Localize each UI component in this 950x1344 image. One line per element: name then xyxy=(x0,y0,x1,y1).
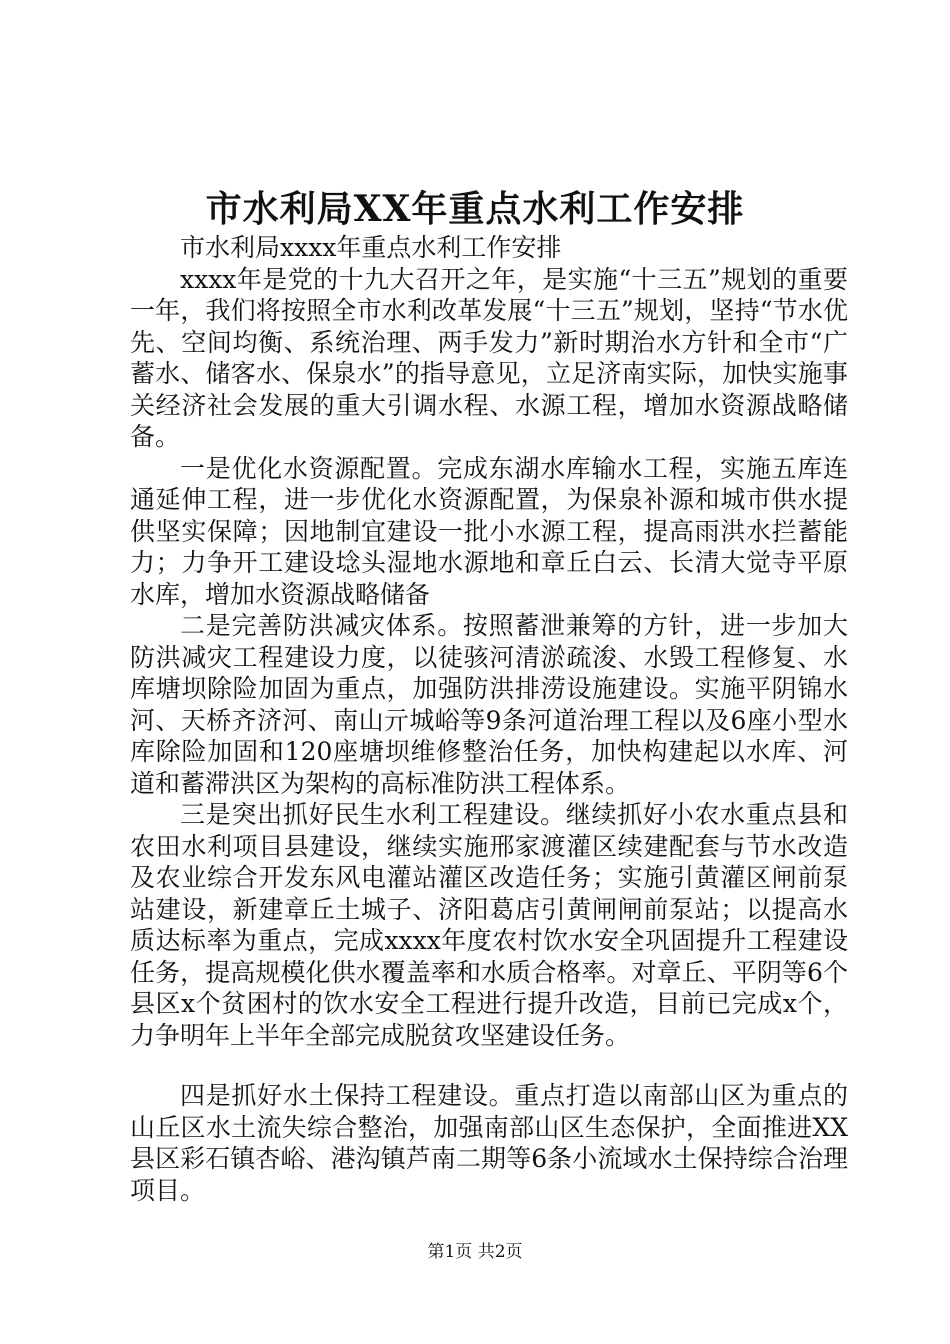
paragraph-soil-conservation: 四是抓好水土保持工程建设。重点打造以南部山区为重点的山丘区水土流失综合整治，加强南部山区生态保护，全面推进XX县区彩石镇杏峪、港沟镇芦南二期等6条小流域水土保持综合治理项目。 xyxy=(130,1081,848,1205)
paragraph-subtitle: 市水利局xxxx年重点水利工作安排 xyxy=(180,233,562,262)
paragraph-intro: xxxx年是党的十九大召开之年，是实施“十三五”规划的重要一年，我们将按照全市水利改革发展“十三五”规划，坚持“节水优先、空间均衡、系统治理、两手发力”新时期治水方针和全市“广蓄水、储客水、保泉水”的指导意见，立足济南实际，加快实施事关经济社会发展的重大引调水程、水源工程，增加水资源战略储备。 xyxy=(130,264,848,451)
paragraph-water-resources: 一是优化水资源配置。完成东湖水库输水工程，实施五库连通延伸工程，进一步优化水资源配置，为保泉补源和城市供水提供坚实保障；因地制宜建设一批小水源工程，提高雨洪水拦蓄能力；力争开工建设埝头湿地水源地和章丘白云、长清大觉寺平原水库，增加水资源战略储备 xyxy=(130,453,848,609)
document-body xyxy=(130,232,848,1206)
page-footer: 第1页 共2页 xyxy=(427,1242,523,1262)
document-title: 市水利局XX年重点水利工作安排 xyxy=(205,188,745,230)
paragraph-livelihood-projects: 三是突出抓好民生水利工程建设。继续抓好小农水重点县和农田水利项目县建设，继续实施邢家渡灌区续建配套与节水改造及农业综合开发东风电灌站灌区改造任务；实施引黄灌区闸前泵站建设，新建章丘土城子、济阳葛店引黄闸闸前泵站；以提高水质达标率为重点，完成xxxx年度农村饮水安全巩固提升工程建设任务，提高规模化供水覆盖率和水质合格率。对章丘、平阴等6个县区x个贫困村的饮水安全工程进行提升改造，目前已完成x个，力争明年上半年全部完成脱贫攻坚建设任务。 xyxy=(130,800,848,1050)
paragraph-flood-control: 二是完善防洪减灾体系。按照蓄泄兼筹的方针，进一步加大防洪减灾工程建设力度，以徒骇河清淤疏浚、水毁工程修复、水库塘坝除险加固为重点，加强防洪排涝设施建设。实施平阴锦水河、天桥齐济河、南山亓城峪等9条河道治理工程以及6座小型水库除险加固和120座塘坝维修整治任务，加快构建起以水库、河道和蓄滞洪区为架构的高标准防洪工程体系。 xyxy=(130,611,848,798)
